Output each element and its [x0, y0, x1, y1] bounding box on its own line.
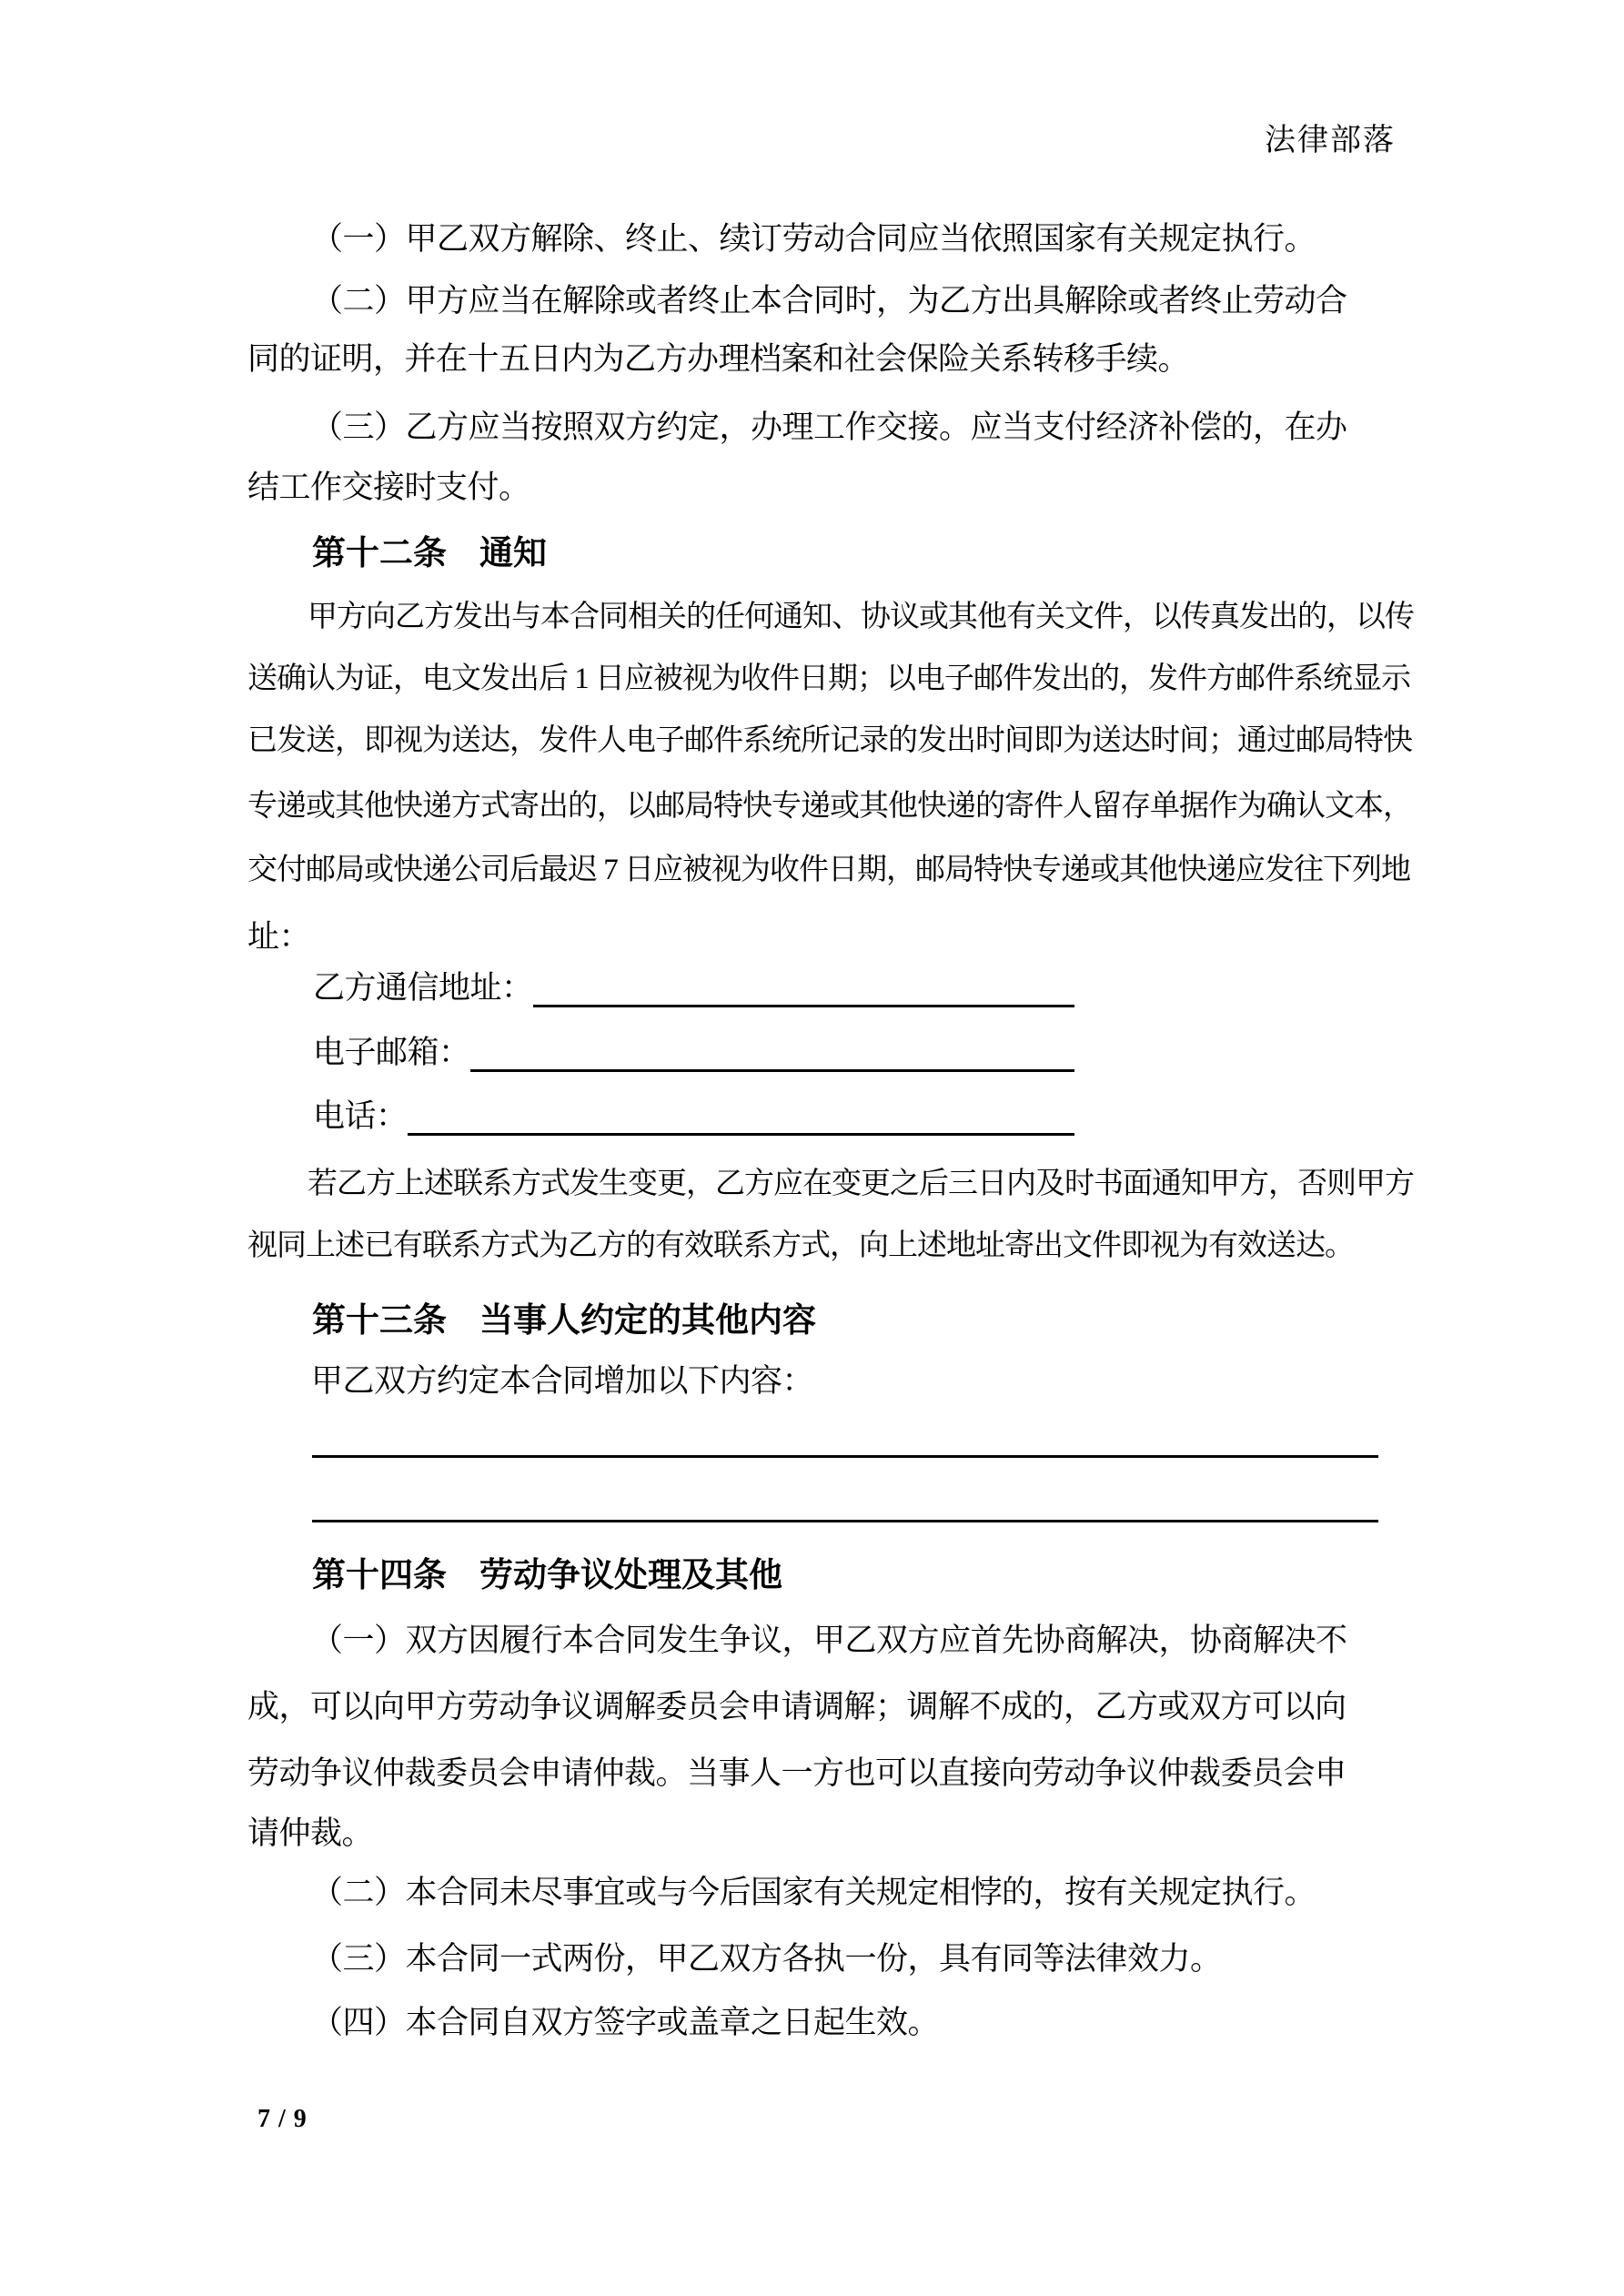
party-b-address-label: 乙方通信地址：	[313, 970, 533, 1006]
termination-item2-line1: （二）甲方应当在解除或者终止本合同时，为乙方出具解除或者终止劳动合	[311, 283, 1347, 319]
article14-heading	[247, 1554, 782, 1598]
email-label: 电子邮箱：	[313, 1035, 470, 1070]
email-field	[247, 1032, 1074, 1074]
dispute-item2-line: （二）本合同未尽事宜或与今后国家有关规定相悖的，按有关规定执行。	[311, 1875, 1316, 1910]
article12-number: 第十二条	[312, 535, 447, 572]
notice-para-line4: 专递或其他快递方式寄出的，以邮局特快专递或其他快递的寄件人留存单据作为确认文本，	[247, 790, 1412, 823]
article13-heading	[247, 1300, 816, 1343]
phone-blank-line	[408, 1096, 1074, 1136]
article13-number: 第十三条	[312, 1302, 447, 1340]
article12-title: 通知	[479, 535, 547, 572]
termination-item1-line: （一）甲乙双方解除、终止、续订劳动合同应当依照国家有关规定执行。	[311, 221, 1316, 257]
dispute-item1-line4: 请仲裁。	[247, 1816, 374, 1851]
notice-para-line5: 交付邮局或快递公司后最迟 7 日应被视为收件日期，邮局特快专递或其他快递应发往下列地	[247, 854, 1410, 886]
contact-change-line1: 若乙方上述联系方式发生变更，乙方应在变更之后三日内及时书面通知甲方，否则甲方	[308, 1168, 1414, 1200]
notice-para-line6: 址：	[247, 919, 311, 955]
fill-in-rule-2	[312, 1520, 1378, 1522]
brand-watermark: 法律部落	[1265, 124, 1396, 157]
article12-heading	[247, 532, 547, 576]
dispute-item1-line2: 成，可以向甲方劳动争议调解委员会申请调解；调解不成的，乙方或双方可以向	[247, 1689, 1347, 1725]
dispute-item4-line: （四）本合同自双方签字或盖章之日起生效。	[311, 2005, 940, 2040]
fill-in-rule-1	[312, 1455, 1378, 1458]
notice-para-line1: 甲方向乙方发出与本合同相关的任何通知、协议或其他有关文件，以传真发出的，以传	[308, 601, 1414, 633]
party-b-address-field	[247, 967, 1074, 1009]
phone-label: 电话：	[313, 1098, 408, 1134]
party-b-address-blank-line	[533, 967, 1074, 1007]
phone-field	[247, 1096, 1074, 1138]
contact-change-line2: 视同上述已有联系方式为乙方的有效联系方式，向上述地址寄出文件即视为有效送达。	[247, 1229, 1354, 1262]
dispute-item1-line3: 劳动争议仲裁委员会申请仲裁。当事人一方也可以直接向劳动争议仲裁委员会申	[247, 1755, 1347, 1791]
dispute-item3-line: （三）本合同一式两份，甲乙双方各执一份，具有同等法律效力。	[311, 1941, 1222, 1977]
article13-intro-line: 甲乙双方约定本合同增加以下内容：	[311, 1363, 814, 1399]
page-number: 7 / 9	[257, 2105, 308, 2133]
termination-item3-line1: （三）乙方应当按照双方约定，办理工作交接。应当支付经济补偿的，在办	[311, 410, 1347, 445]
notice-para-line2: 送确认为证，电文发出后 1 日应被视为收件日期；以电子邮件发出的，发件方邮件系统显示	[247, 663, 1410, 695]
article13-title: 当事人约定的其他内容	[479, 1302, 816, 1340]
termination-item3-line2: 结工作交接时支付。	[247, 470, 530, 505]
notice-para-line3: 已发送，即视为送达，发件人电子邮件系统所记录的发出时间即为送达时间；通过邮局特快	[247, 724, 1412, 757]
email-blank-line	[470, 1032, 1074, 1072]
article14-number: 第十四条	[312, 1557, 447, 1594]
article14-title: 劳动争议处理及其他	[479, 1557, 782, 1594]
termination-item2-line2: 同的证明，并在十五日内为乙方办理档案和社会保险关系转移手续。	[247, 341, 1190, 377]
dispute-item1-line1: （一）双方因履行本合同发生争议，甲乙双方应首先协商解决，协商解决不	[311, 1623, 1347, 1658]
